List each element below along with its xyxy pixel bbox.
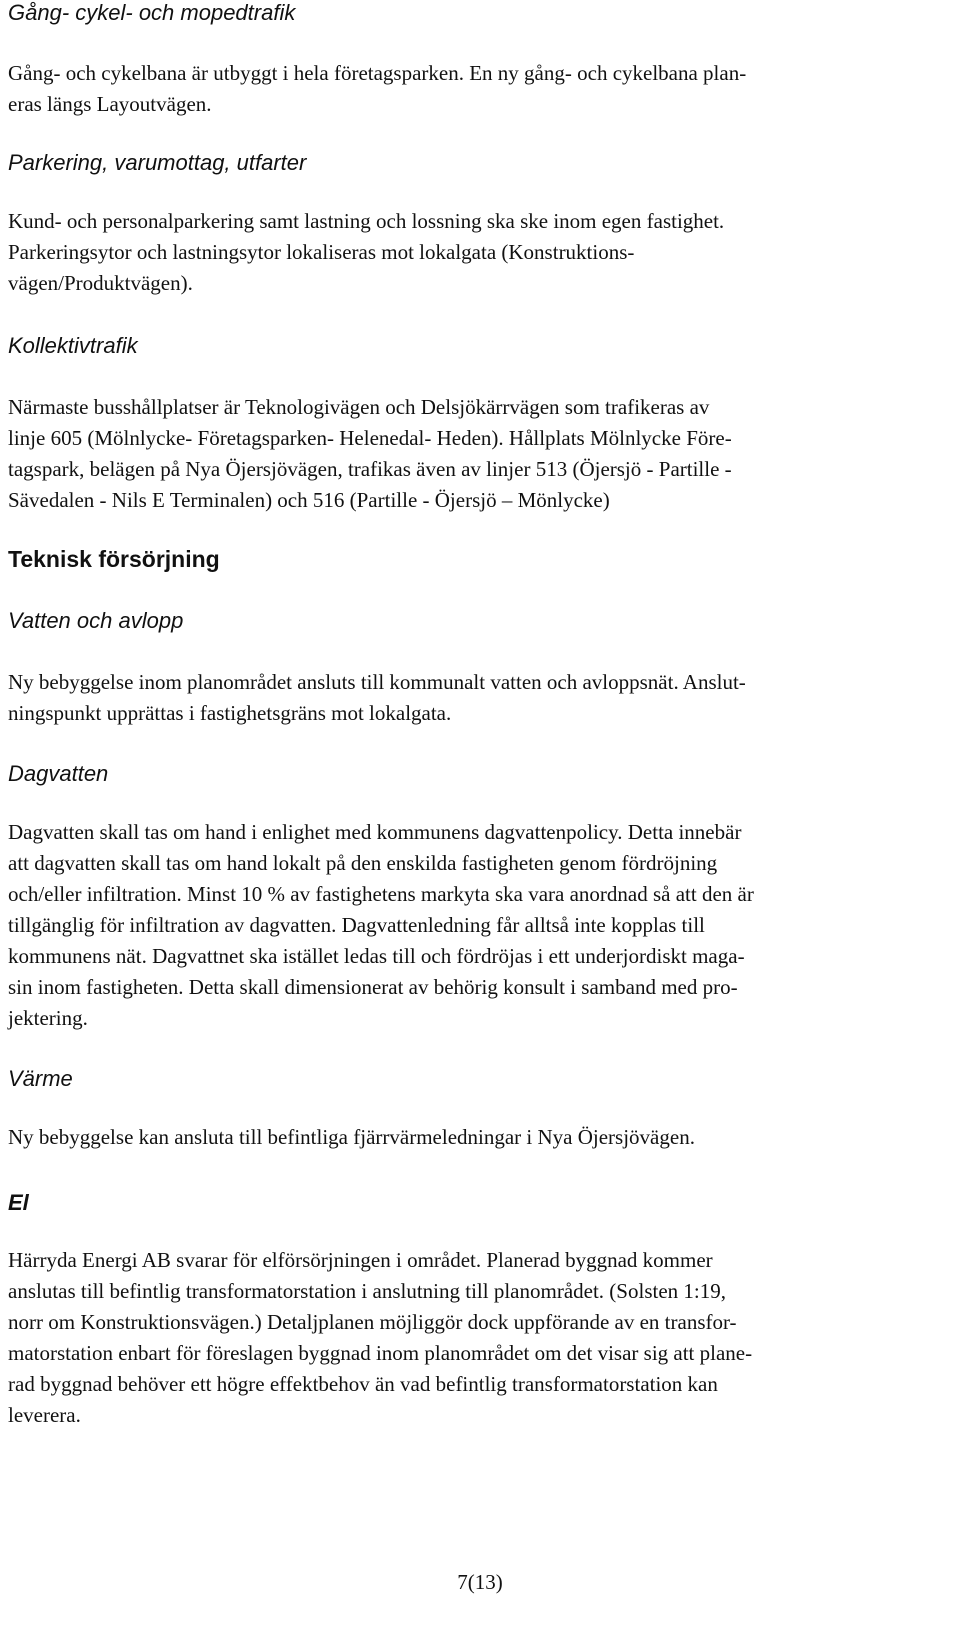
heading-varme: Värme [8, 1066, 73, 1091]
text-line: rad byggnad behöver ett högre effektbehov än vad befintlig transformatorstation kan [8, 1372, 718, 1396]
text-line: tillgänglig för infiltration av dagvatten. Dagvattenledning får alltså inte kopplas till [8, 913, 705, 937]
text-line: jektering. [8, 1006, 88, 1030]
text-line: linje 605 (Mölnlycke- Företagsparken- Helenedal- Heden). Hållplats Mölnlycke Före- [8, 426, 732, 450]
text-line: tagspark, belägen på Nya Öjersjövägen, trafikas även av linjer 513 (Öjersjö - Partille - [8, 457, 732, 481]
text-line: kommunens nät. Dagvattnet ska istället ledas till och fördröjas i ett underjordiskt maga- [8, 944, 745, 968]
text-line: norr om Konstruktionsvägen.) Detaljplanen möjliggör dock uppförande av en transfor- [8, 1310, 737, 1334]
heading-dagvatten: Dagvatten [8, 761, 109, 786]
paragraph-vatten-avlopp [8, 667, 938, 729]
text-line: Ny bebyggelse inom planområdet ansluts till kommunalt vatten och avloppsnät. Anslut- [8, 670, 746, 694]
text-line: Kund- och personalparkering samt lastning och lossning ska ske inom egen fastighet. [8, 209, 725, 233]
text-line: sin inom fastigheten. Detta skall dimensionerat av behörig konsult i samband med pro- [8, 975, 738, 999]
paragraph-gang-cykel [8, 58, 938, 120]
page-number: 7(13) [457, 1570, 503, 1594]
heading-teknisk-forsorjning: Teknisk försörjning [8, 546, 220, 572]
text-line: matorstation enbart för föreslagen byggnad inom planområdet om det visar sig att plane- [8, 1341, 753, 1365]
text-line: att dagvatten skall tas om hand lokalt på den enskilda fastigheten genom fördröjning [8, 851, 718, 875]
heading-el: El [8, 1190, 29, 1215]
text-line: Härryda Energi AB svarar för elförsörjningen i området. Planerad byggnad kommer [8, 1248, 713, 1272]
text-line: och/eller infiltration. Minst 10 % av fastighetens markyta ska vara anordnad så att den är [8, 882, 754, 906]
text-line: Parkeringsytor och lastningsytor lokaliseras mot lokalgata (Konstruktions- [8, 240, 635, 264]
text-line: eras längs Layoutvägen. [8, 92, 212, 116]
heading-gang-cykel-moped: Gång- cykel- och mopedtrafik [8, 0, 296, 25]
paragraph-kollektivtrafik [8, 392, 938, 516]
heading-vatten-avlopp: Vatten och avlopp [8, 608, 184, 633]
heading-kollektivtrafik: Kollektivtrafik [8, 333, 138, 358]
heading-parkering: Parkering, varumottag, utfarter [8, 150, 307, 175]
text-line: Dagvatten skall tas om hand i enlighet med kommunens dagvattenpolicy. Detta innebär [8, 820, 742, 844]
paragraph-dagvatten [8, 817, 938, 1034]
text-line: ningspunkt upprättas i fastighetsgräns mot lokalgata. [8, 701, 452, 725]
text-line: anslutas till befintlig transformatorstation i anslutning till planområdet. (Solsten 1:19, [8, 1279, 726, 1303]
text-line: vägen/Produktvägen). [8, 271, 193, 295]
text-line: leverera. [8, 1403, 81, 1427]
text-line: Närmaste busshållplatser är Teknologivägen och Delsjökärrvägen som trafikeras av [8, 395, 710, 419]
text-line: Sävedalen - Nils E Terminalen) och 516 (Partille - Öjersjö – Mönlycke) [8, 488, 610, 512]
text-line: Gång- och cykelbana är utbyggt i hela företagsparken. En ny gång- och cykelbana plan- [8, 61, 747, 85]
paragraph-parkering [8, 206, 938, 299]
paragraph-el [8, 1245, 938, 1431]
text-line: Ny bebyggelse kan ansluta till befintliga fjärrvärmeledningar i Nya Öjersjövägen. [8, 1125, 695, 1149]
paragraph-varme [8, 1122, 938, 1153]
